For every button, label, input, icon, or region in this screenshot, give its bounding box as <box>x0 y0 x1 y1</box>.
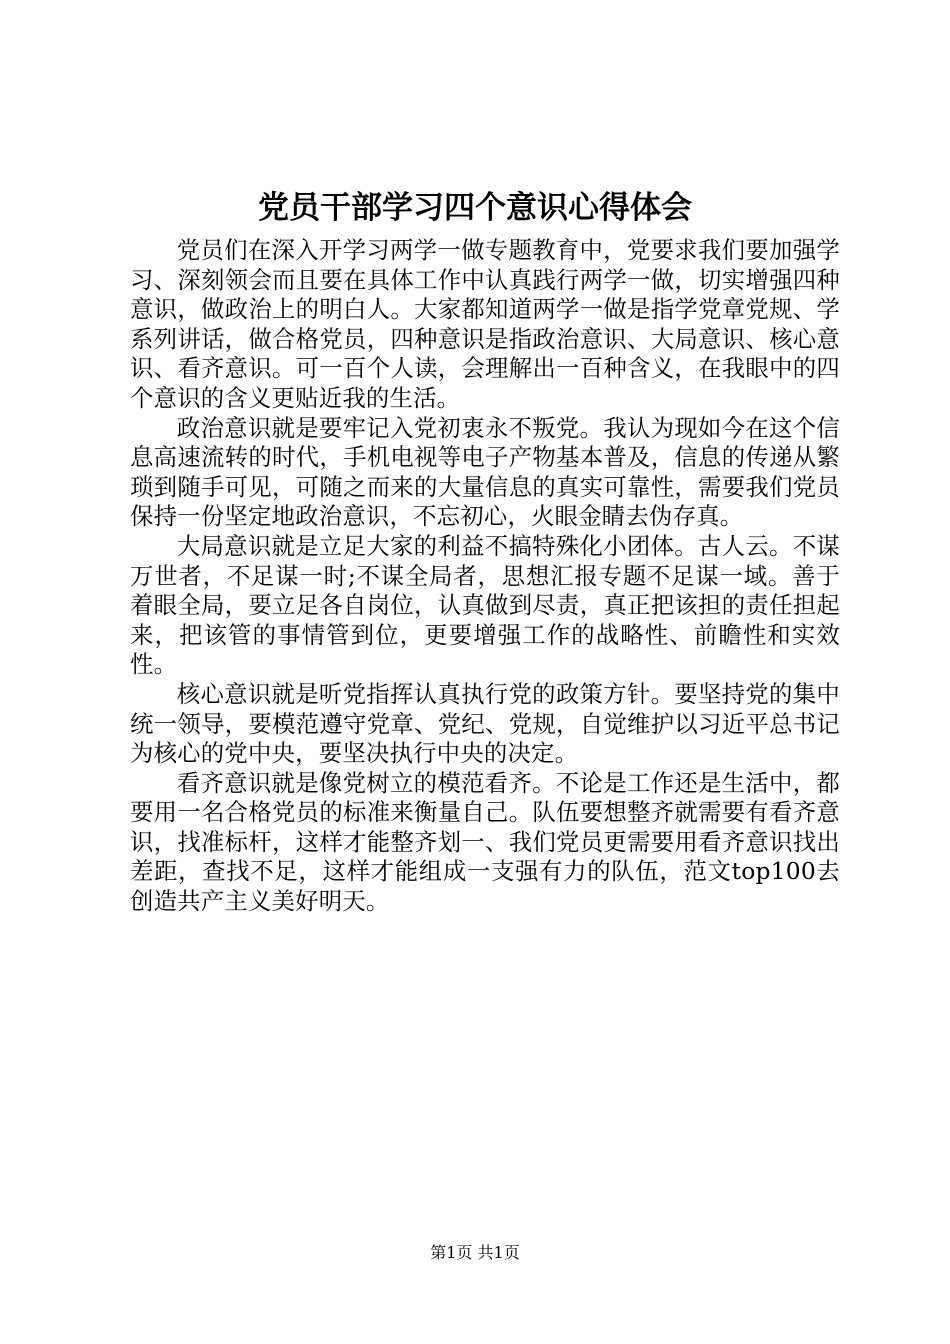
document-title: 党员干部学习四个意识心得体会 <box>258 190 692 226</box>
paragraph-core-awareness: 核心意识就是听党指挥认真执行党的政策方针。要坚持党的集中统一领导，要模范遵守党章、党纪、党规，自觉维护以习近平总书记为核心的党中央，要坚决执行中央的决定。 <box>130 679 840 768</box>
paragraph-political-awareness: 政治意识就是要牢记入党初衷永不叛党。我认为现如今在这个信息高速流转的时代，手机电视等电子产物基本普及，信息的传递从繁琐到随手可见，可随之而来的大量信息的真实可靠性，需要我们党员保持一份坚定地政治意识，不忘初心，火眼金睛去伪存真。 <box>130 413 840 531</box>
paragraph-overall-awareness: 大局意识就是立足大家的利益不搞特殊化小团体。古人云。不谋万世者，不足谋一时;不谋全局者，思想汇报专题不足谋一域。善于着眼全局，要立足各自岗位，认真做到尽责，真正把该担的责任担起来，把该管的事情管到位，更要增强工作的战略性、前瞻性和实效性。 <box>130 531 840 679</box>
page-footer: 第1页 共1页 <box>430 1243 520 1262</box>
paragraph-alignment-awareness: 看齐意识就是像党树立的模范看齐。不论是工作还是生活中，都要用一名合格党员的标准来衡量自己。队伍要想整齐就需要有看齐意识，找准标杆，这样才能整齐划一、我们党员更需要用看齐意识找出差距，查找不足，这样才能组成一支强有力的队伍，范文top100去创造共产主义美好明天。 <box>130 768 840 916</box>
paragraph-intro: 党员们在深入开学习两学一做专题教育中，党要求我们要加强学习、深刻领会而且要在具体工作中认真践行两学一做，切实增强四种意识，做政治上的明白人。大家都知道两学一做是指学党章党规、学系列讲话，做合格党员，四种意识是指政治意识、大局意识、核心意识、看齐意识。可一百个人读，会理解出一百种含义，在我眼中的四个意识的含义更贴近我的生活。 <box>130 236 840 412</box>
document-body <box>130 236 840 917</box>
